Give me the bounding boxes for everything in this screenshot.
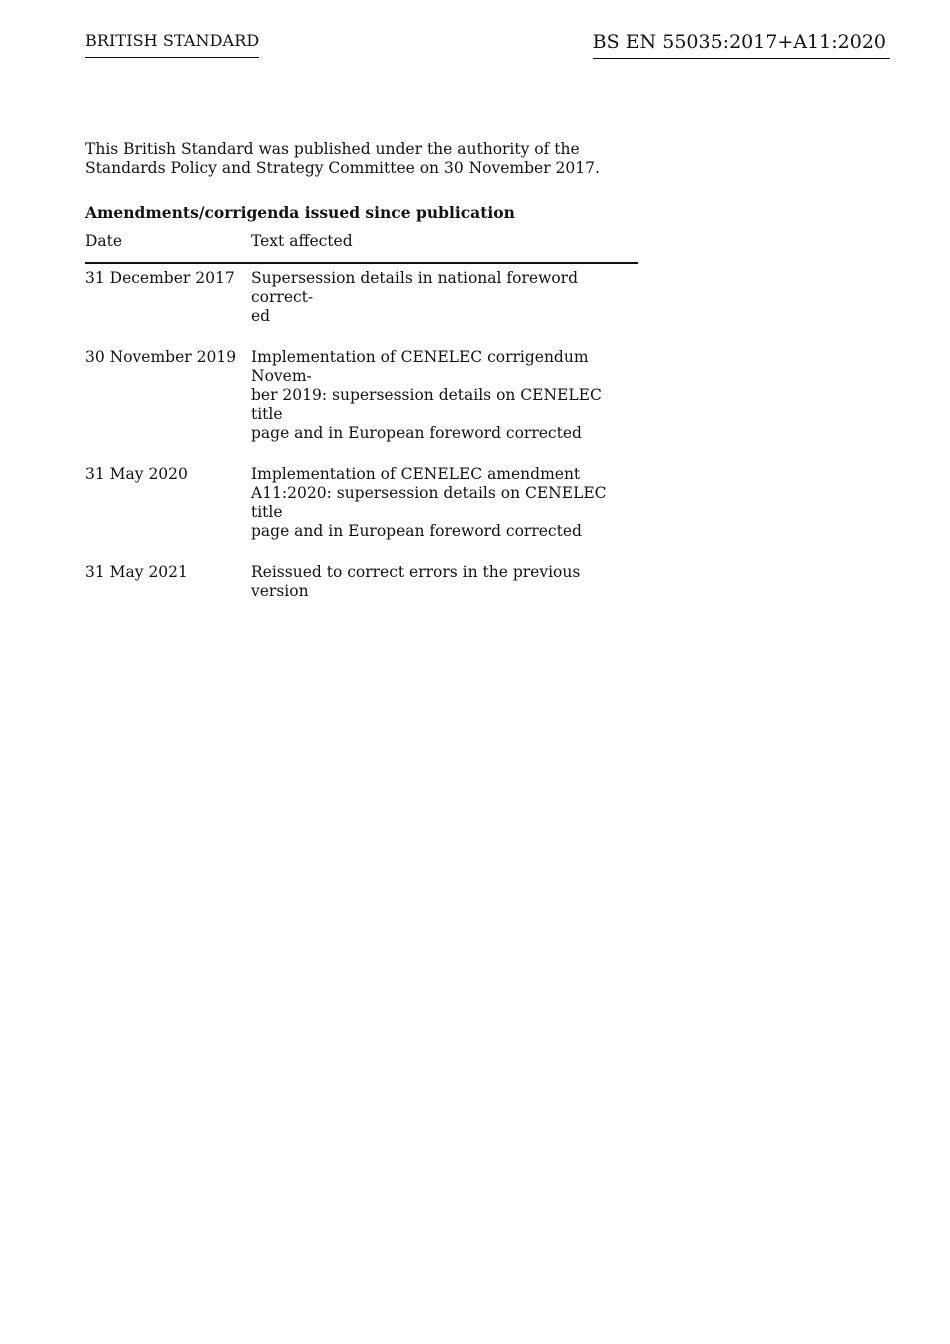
- publication-statement-line: This British Standard was published under the authority of the: [85, 140, 580, 158]
- publication-statement-line: Standards Policy and Strategy Committee on 30 November 2017.: [85, 159, 600, 177]
- amendment-text-line: page and in European foreword corrected: [251, 522, 582, 540]
- column-header-text-affected: Text affected: [251, 232, 638, 263]
- header-standard-number: BS EN 55035:2017+A11:2020: [593, 31, 890, 59]
- table-row: [85, 459, 638, 557]
- amendment-date: 31 May 2021: [85, 563, 188, 581]
- column-header-date: Date: [85, 232, 251, 263]
- amendment-text: [251, 557, 638, 617]
- amendment-text: [251, 342, 638, 459]
- amendment-text-line: Implementation of CENELEC corrigendum Novem-: [251, 348, 589, 385]
- amendments-table: [85, 232, 638, 617]
- amendment-text-line: ber 2019: supersession details on CENELEC title: [251, 386, 602, 423]
- amendment-text-line: Implementation of CENELEC amendment: [251, 465, 581, 483]
- amendment-date: 31 December 2017: [85, 269, 235, 287]
- amendment-text-line: A11:2020: supersession details on CENELEC title: [251, 484, 607, 521]
- header-standard-type: BRITISH STANDARD: [85, 31, 259, 58]
- table-row: [85, 557, 638, 617]
- amendments-title: Amendments/corrigenda issued since publication: [85, 203, 515, 222]
- amendment-text-line: Reissued to correct errors in the previous version: [251, 563, 581, 600]
- amendment-text-line: ed: [251, 307, 271, 325]
- amendment-text-line: page and in European foreword corrected: [251, 424, 582, 442]
- amendment-date: 30 November 2019: [85, 348, 237, 366]
- table-row: [85, 263, 638, 342]
- table-row: [85, 342, 638, 459]
- table-header-row: [85, 232, 638, 263]
- amendment-text: [251, 263, 638, 342]
- amendment-text-line: Supersession details in national foreword correct-: [251, 269, 578, 306]
- publication-statement: [85, 140, 645, 178]
- amendment-text: [251, 459, 638, 557]
- amendment-date: 31 May 2020: [85, 465, 188, 483]
